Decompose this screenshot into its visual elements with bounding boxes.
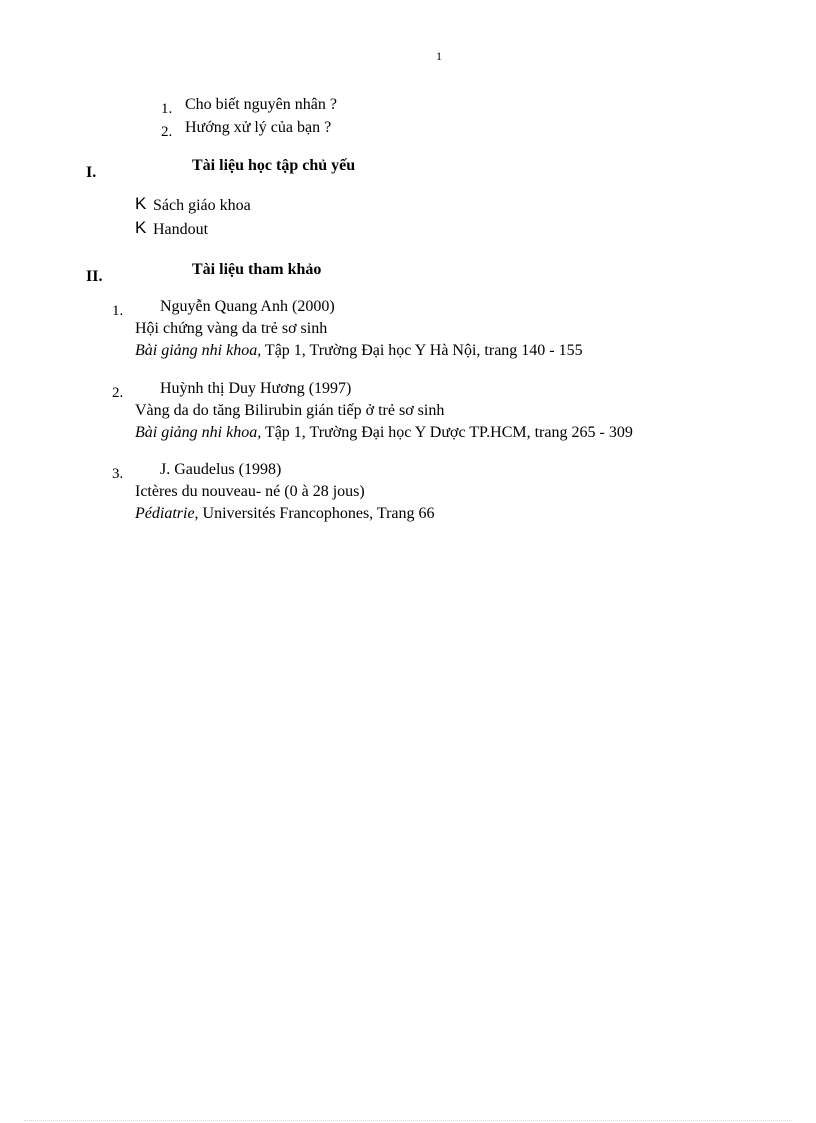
bullet-item: Sách giáo khoa bbox=[153, 197, 251, 214]
page-bottom-divider bbox=[24, 1120, 792, 1121]
reference-source-italic: Pédiatrie bbox=[135, 505, 195, 522]
reference-author: Nguyễn Quang Anh (2000) bbox=[160, 298, 335, 315]
reference-number: 3. bbox=[112, 466, 124, 482]
bullet-icon: K bbox=[135, 194, 147, 213]
reference-source-italic: Bài giảng nhi khoa, bbox=[135, 424, 262, 441]
question-number: 2. bbox=[161, 124, 173, 140]
section-number: II. bbox=[86, 268, 103, 285]
reference-source-rest: Tập 1, Trường Đại học Y Dược TP.HCM, trang 265 - 309 bbox=[261, 424, 633, 441]
reference-title: Vàng da do tăng Bilirubin gián tiếp ở trẻ sơ sinh bbox=[135, 402, 445, 419]
question-text: Hướng xử lý của bạn ? bbox=[185, 119, 332, 136]
reference-source-rest: Tập 1, Trường Đại học Y Hà Nội, trang 140 - 155 bbox=[261, 342, 583, 359]
section-title: Tài liệu học tập chủ yếu bbox=[192, 157, 356, 174]
reference-author: J. Gaudelus (1998) bbox=[160, 461, 282, 478]
section-title: Tài liệu tham khảo bbox=[192, 261, 322, 278]
bullet-icon: K bbox=[135, 218, 147, 237]
reference-source-rest: , Universités Francophones, Trang 66 bbox=[194, 505, 435, 522]
reference-number: 2. bbox=[112, 385, 124, 401]
reference-source bbox=[135, 342, 583, 360]
question-text: Cho biết nguyên nhân ? bbox=[185, 96, 337, 113]
bullet-item: Handout bbox=[153, 221, 209, 238]
reference-source bbox=[135, 505, 435, 523]
reference-number: 1. bbox=[112, 303, 124, 319]
page-number: 1 bbox=[436, 49, 442, 63]
section-number: I. bbox=[86, 164, 97, 181]
question-number: 1. bbox=[161, 101, 173, 117]
reference-title: Hội chứng vàng da trẻ sơ sinh bbox=[135, 320, 328, 337]
reference-source-italic: Bài giảng nhi khoa, bbox=[135, 342, 262, 359]
reference-source bbox=[135, 424, 633, 442]
reference-author: Huỳnh thị Duy Hương (1997) bbox=[160, 380, 352, 397]
reference-title: Ictères du nouveau- né (0 à 28 jous) bbox=[135, 483, 365, 500]
